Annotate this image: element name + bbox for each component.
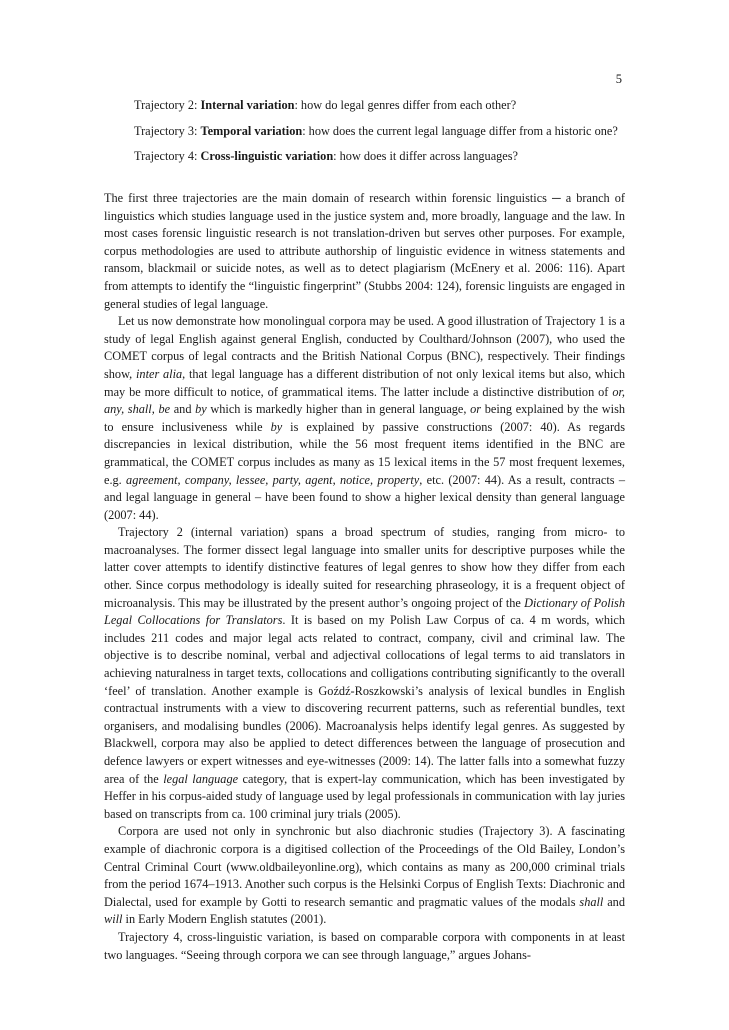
trajectory-prefix: Trajectory 4: (134, 149, 201, 164)
paragraph-text: Corpora are used not only in synchronic but also diachronic studies (Trajectory 3). A fascinating example of diachronic corpora is a digitised collection of the Proceedings of the Old Bailey, London’s Central Criminal Court (www.oldbaileyonline.org), which contains as many as 200,000 criminal trials from the period 1674–1913. Another such corpus is the Helsinki Corpus of English Texts: Diachronic and Dialectal, used for example by Gotti to research semantic and pragmatic values of the modals (104, 824, 625, 909)
body-paragraph (104, 524, 625, 823)
italic-text: or (470, 402, 482, 417)
italic-text: agreement, company, lessee, party, agent, notice, property (126, 472, 420, 487)
paragraph-text: Let us now demonstrate how monolingual corpora may be used. A good illustration of Trajectory 1 is a study of legal English against general English, conducted by Coulthard/Johnson (2007), who used the COMET corpus of legal contracts and the British National Corpus (BNC), respectively. Their findings show, (104, 314, 625, 381)
trajectory-list (134, 97, 634, 174)
paragraph-text: . It is based on my Polish Law Corpus of ca. 4 m words, which includes 211 codes and major legal acts related to contract, company, civil and criminal law. The objective is to describe nominal, verbal and adjectival collocations of legal terms to aid translators in achieving naturalness in target texts, collocations and colligations contributing significantly to the overall ‘feel’ of translation. Another example is Goźdź-Roszkowski’s analysis of lexical bundles in English contractual instruments with a view to discovering recurrent patterns, such as referential bundles, text organisers, and modalising bundles (2006). Macroanalysis helps identify legal genres. As suggested by Blackwell, corpora may also be applied to detect differences between the language of prosecution and defence lawyers or expert witnesses and eye-witnesses (2009: 14). The latter falls into a somewhat fuzzy area of the (104, 613, 625, 786)
page-number: 5 (615, 72, 622, 86)
trajectory-prefix: Trajectory 3: (134, 123, 201, 138)
body-paragraph (104, 823, 625, 929)
italic-text: or, any, shall, be (104, 384, 625, 417)
trajectory-item (134, 123, 634, 141)
trajectory-term: Internal variation (200, 98, 295, 112)
paragraph-text: , etc. (2007: 44). As a result, contracts – and legal language in general – have been found to show a higher lexical density than general language (2007: 44). (104, 472, 625, 522)
paragraph-text: which is markedly higher than in general language, (206, 402, 471, 417)
trajectory-question: : how do legal genres differ from each other? (294, 98, 517, 112)
italic-text: Dictionary of Polish Legal Collocations for Translators (104, 595, 625, 628)
italic-text: will (104, 912, 123, 927)
italic-text: by (195, 402, 207, 417)
paragraph-text: Trajectory 2 (internal variation) spans a broad spectrum of studies, ranging from micro- to macroanalyses. The former dissect legal language into smaller units for descriptive purposes while the latter cover attempts to identify distinctive features of legal genres to show how they differ from each other. Since corpus methodology is ideally suited for researching phraseology, it is a frequent object of microanalysis. This may be illustrated by the present author’s ongoing project of the (104, 525, 625, 610)
trajectory-prefix: Trajectory 2: (134, 98, 201, 112)
trajectory-item (134, 148, 634, 166)
paragraph-text: Trajectory 4, cross-linguistic variation, is based on comparable corpora with components in at least two languages. “Seeing through corpora we can see through language,” argues Johans- (104, 929, 625, 962)
paragraph-text: and (603, 894, 625, 909)
paragraph-text: , that legal language has a different distribution of not only lexical items but also, which may be more difficult to notice, of grammatical items. The latter include a distinctive distribution of (104, 366, 626, 399)
paragraph-text: being explained by the wish to ensure inclusiveness while (104, 402, 626, 434)
body-paragraph (104, 929, 625, 964)
trajectory-term: Temporal variation (200, 123, 303, 138)
italic-text: inter alia (136, 366, 183, 381)
italic-text: legal language (163, 771, 239, 786)
paragraph-text: category, that is expert-lay communication, which has been investigated by Heffer in his corpus-aided study of language used by legal professionals in communication with lay juries based on transcripts from ca. 100 criminal jury trials (2005). (104, 771, 625, 821)
italic-text: by (270, 419, 283, 434)
trajectory-question: : how does the current legal language differ from a historic one? (302, 123, 618, 138)
trajectory-item (134, 97, 634, 115)
paragraph-text: and (170, 402, 196, 417)
body-text (104, 190, 625, 964)
body-paragraph (104, 190, 625, 313)
trajectory-term: Cross-linguistic variation (200, 149, 334, 164)
paragraph-text: is explained by passive constructions (2007: 40). As regards discrepancies in lexical distribution, while the 56 most frequent items identified in the BNC are grammatical, the COMET corpus includes as many as 15 lexical items in the 57 most frequent lexemes, e.g. (104, 419, 625, 487)
trajectory-question: : how does it differ across languages? (333, 149, 519, 164)
paragraph-text: The first three trajectories are the main domain of research within forensic linguistics ─ a branch of linguistics which studies language used in the justice system and, more broadly, language and the law. In most cases forensic linguistic research is not translation-driven but serves other purposes. For example, corpus methodologies are used to attribute authorship of linguistic evidence in witness statements and ransom, blackmail or suicide notes, as well as to detect plagiarism (McEnery et al. 2006: 116). Apart from attempts to identify the “linguistic fingerprint” (Stubbs 2004: 124), forensic linguists are engaged in general studies of legal language. (104, 191, 625, 311)
paragraph-text: in Early Modern English statutes (2001). (122, 912, 327, 927)
italic-text: shall (579, 894, 604, 909)
body-paragraph (104, 313, 625, 524)
